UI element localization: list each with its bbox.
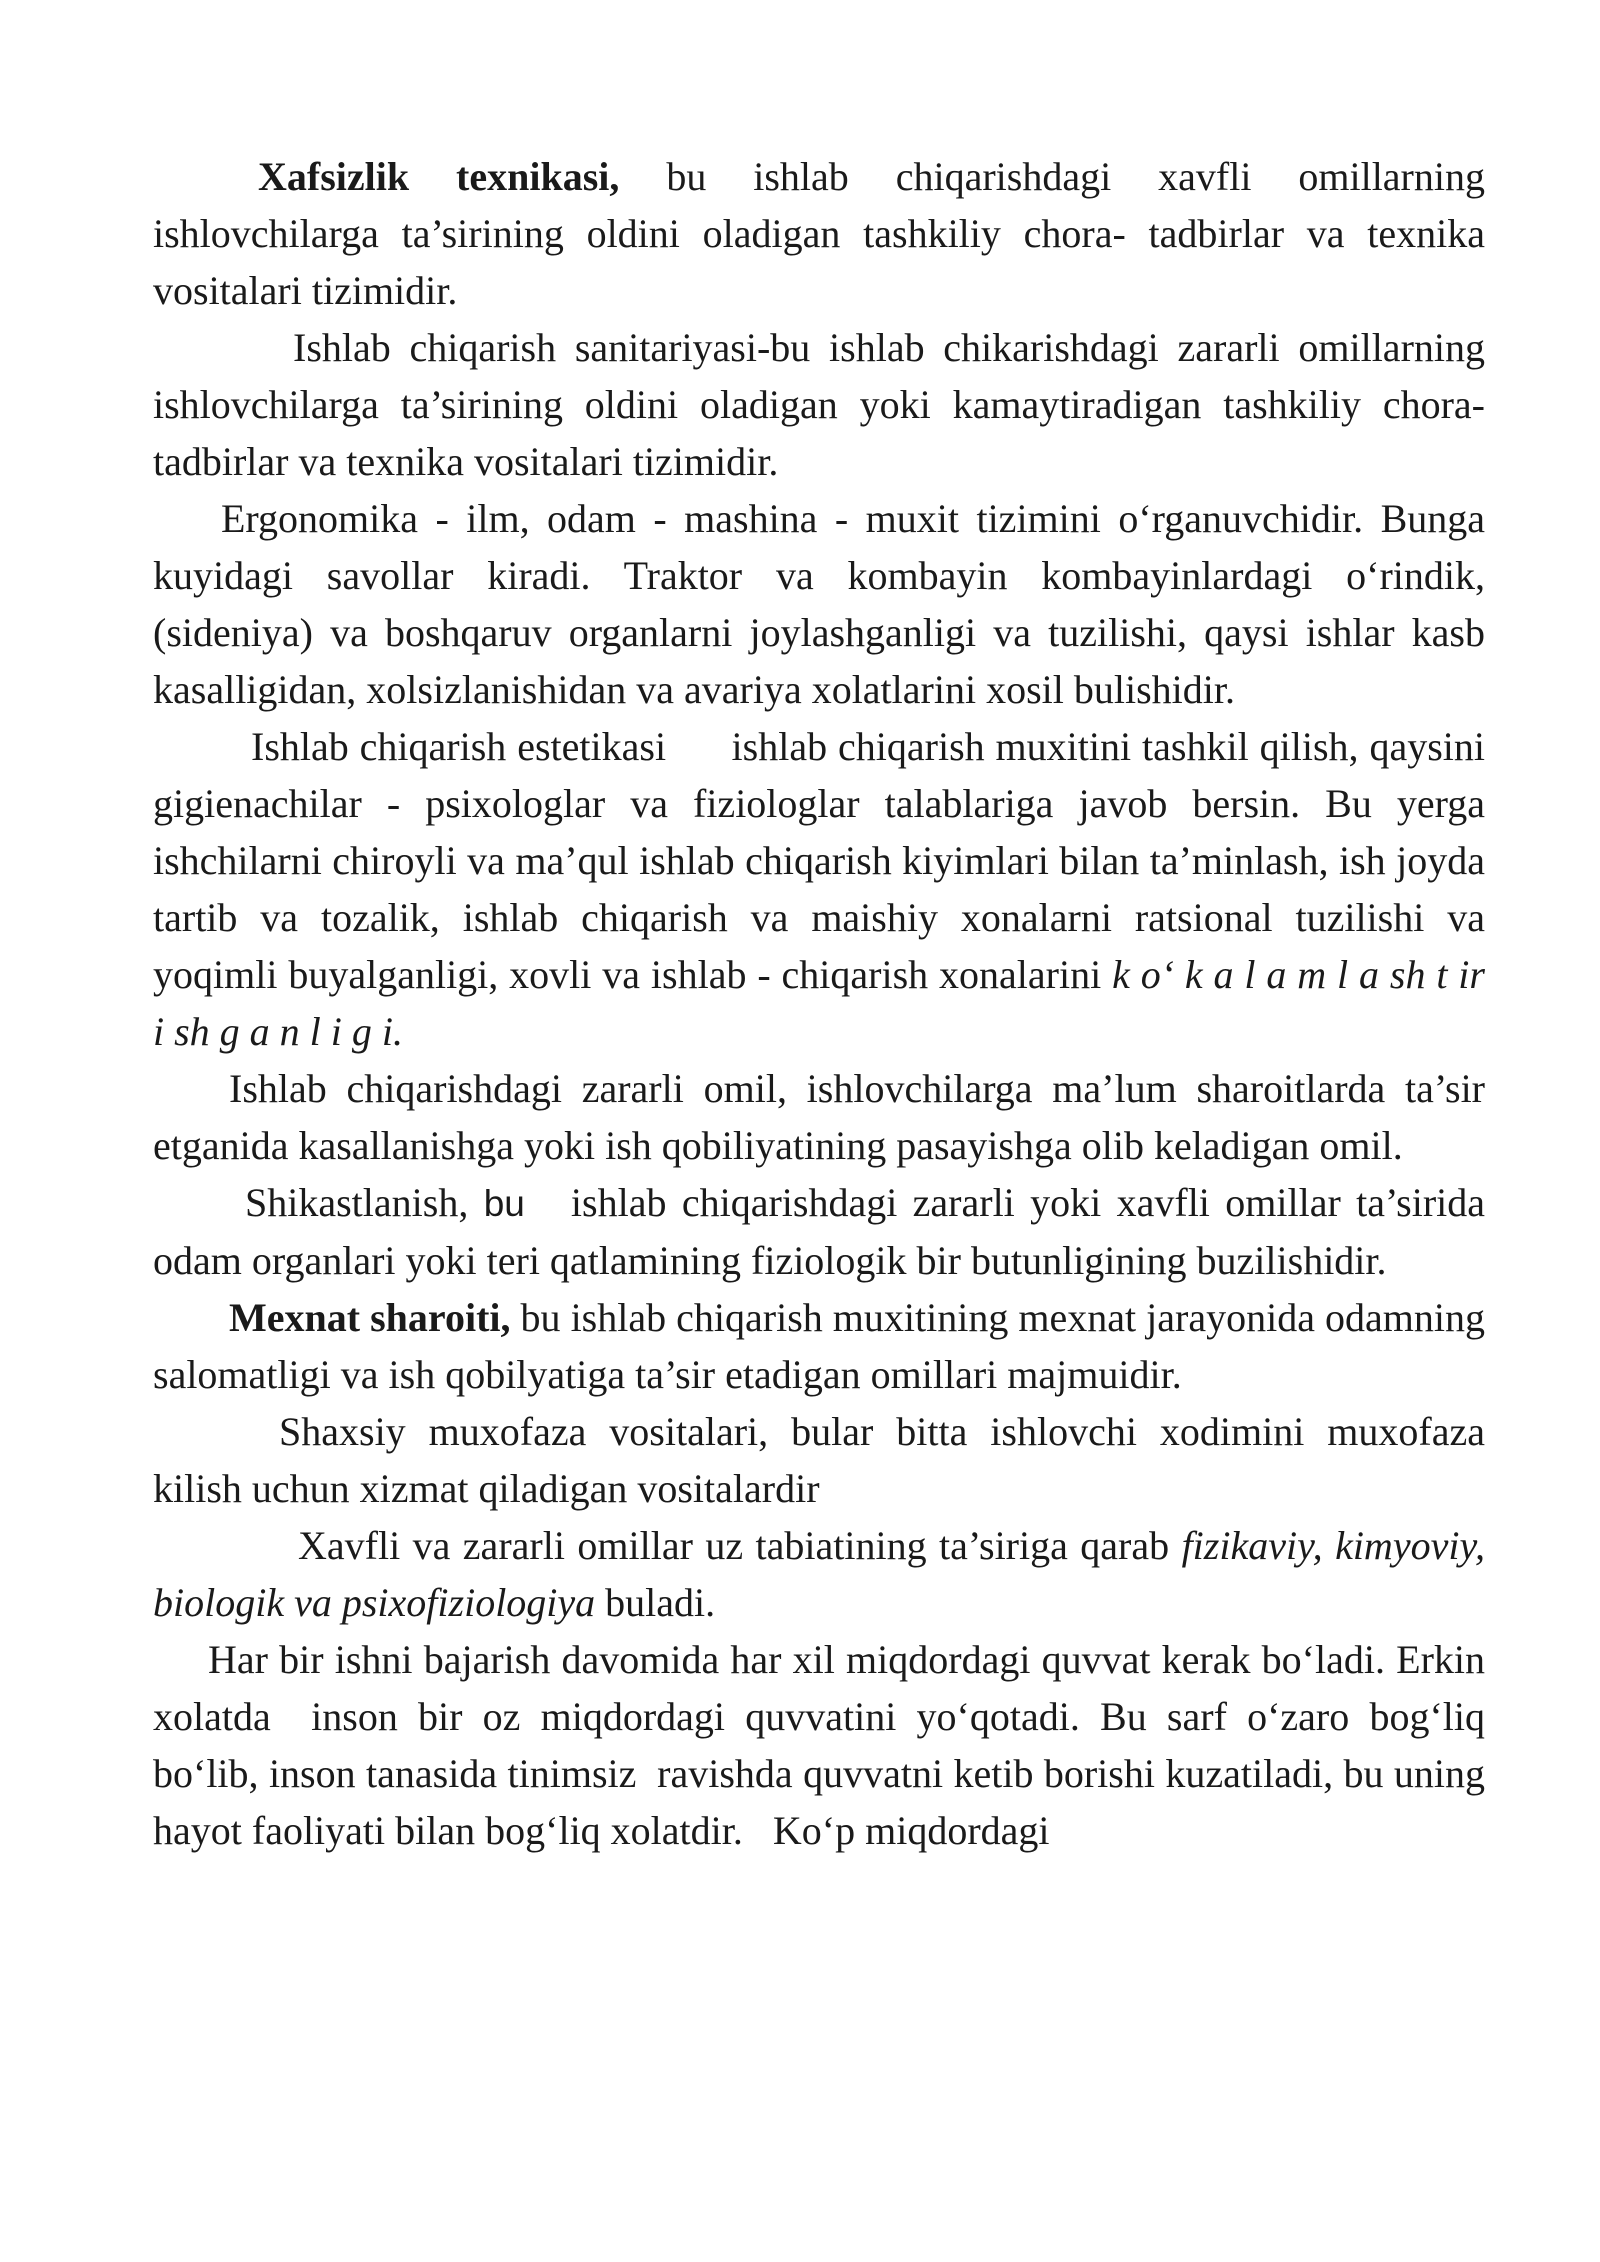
document-page — [153, 148, 1496, 1859]
paragraph-xavfli-omillar — [153, 1517, 1485, 1631]
paragraph-text: bu ishlab chiqarishdagi xavfli omillarning ishlovchilarga ta’sirining oldini oladigan tashkiliy chora- tadbirlar va texnika vositalari tizimidir. — [153, 154, 1485, 313]
paragraph-text: Ergonomika - ilm, odam - mashina - muxit tizimini o‘rganuvchidir. Bunga kuyidagi savollar kiradi. Traktor va kombayin kombayinlardagi o‘rindik, (sideniya) va boshqaruv organlarni joylashganligi va tuzilishi, qaysi ishlar kasb kasalligidan, xolsizlanishidan va avariya xolatlarini xosil bulishidir. — [153, 496, 1485, 712]
paragraph-text: Shaxsiy muxofaza vositalari, bular bitta ishlovchi xodimini muxofaza kilish uchun xizmat qiladigan vositalardir — [153, 1409, 1485, 1511]
paragraph-italic-text: k o‘ k a l a m l a sh t ir i sh g a n l i g i. — [153, 952, 1495, 1054]
paragraph-text: Har bir ishni bajarish davomida har xil miqdordagi quvvat kerak bo‘ladi. Erkin xolatda inson bir oz miqdordagi quvvatini yo‘qotadi. Bu sarf o‘zaro bog‘liq bo‘lib, inson tanasida tinimsiz ravishda quvvatni ketib borishi kuzatiladi, bu uning hayot faoliyati bilan bog‘liq xolatdir. Ko‘p miqdordagi — [153, 1637, 1495, 1853]
paragraph-italic-text: fizikaviy, kimyoviy, biologik va psixofiziologiya — [153, 1523, 1485, 1625]
term-mexnat-sharoiti: Mexnat sharoiti, — [229, 1295, 511, 1340]
paragraph-ishlab-chiqarish-estetikasi — [153, 718, 1495, 1060]
paragraph-xafsizlik-texnikasi — [153, 148, 1485, 319]
paragraph-tail-text: buladi. — [595, 1580, 716, 1625]
paragraph-ergonomika — [153, 490, 1485, 718]
paragraph-text: Ishlab chiqarish sanitariyasi-bu ishlab chikarishdagi zararli omillarning ishlovchilarga ta’sirining oldini oladigan yoki kamaytiradigan tashkiliy chora-tadbirlar va texnika vositalari tizimidir. — [153, 325, 1485, 484]
paragraph-shikastlanish — [153, 1174, 1496, 1289]
paragraph-text: ishlab chiqarishdagi zararli yoki xavfli omillar ta’sirida odam organlari yoki teri qatlamining fiziologik bir butunligining buzilishidir. — [153, 1180, 1496, 1283]
paragraph-mexnat-sharoiti — [153, 1289, 1485, 1403]
paragraph-ishlab-chiqarish-sanitariyasi — [153, 319, 1485, 490]
paragraph-zararli-omil — [153, 1060, 1485, 1174]
paragraph-quvvat — [153, 1631, 1495, 1859]
paragraph-text: Xavfli va zararli omillar uz tabiatining ta’siriga qarab — [298, 1523, 1182, 1568]
paragraph-text: bu ishlab chiqarish muxitining mexnat jarayonida odamning salomatligi va ish qobilyatiga ta’sir etadigan omillari majmuidir. — [153, 1295, 1485, 1397]
paragraph-sans-word: bu — [483, 1183, 525, 1224]
paragraph-text: Ishlab chiqarish estetikasi ishlab chiqarish muxitini tashkil qilish, qaysini gigienachilar - psixologlar va fiziologlar talablariga javob bersin. Bu yerga ishchilarni chiroyli va ma’qul ishlab chiqarish kiyimlari bilan ta’minlash, ish joyda tartib va tozalik, ishlab chiqarish va maishiy xonalarni ratsional tuzilishi va yoqimli buyalganligi, xovli va ishlab - chiqarish xonalarini — [153, 724, 1495, 997]
paragraph-text: Ishlab chiqarishdagi zararli omil, ishlovchilarga ma’lum sharoitlarda ta’sir etganida kasallanishga yoki ish qobiliyatining pasayishga olib keladigan omil. — [153, 1066, 1485, 1168]
paragraph-lead-text: Shikastlanish, — [245, 1180, 484, 1225]
paragraph-shaxsiy-muxofaza — [153, 1403, 1485, 1517]
term-xafsizlik-texnikasi: Xafsizlik texnikasi, — [258, 154, 620, 199]
